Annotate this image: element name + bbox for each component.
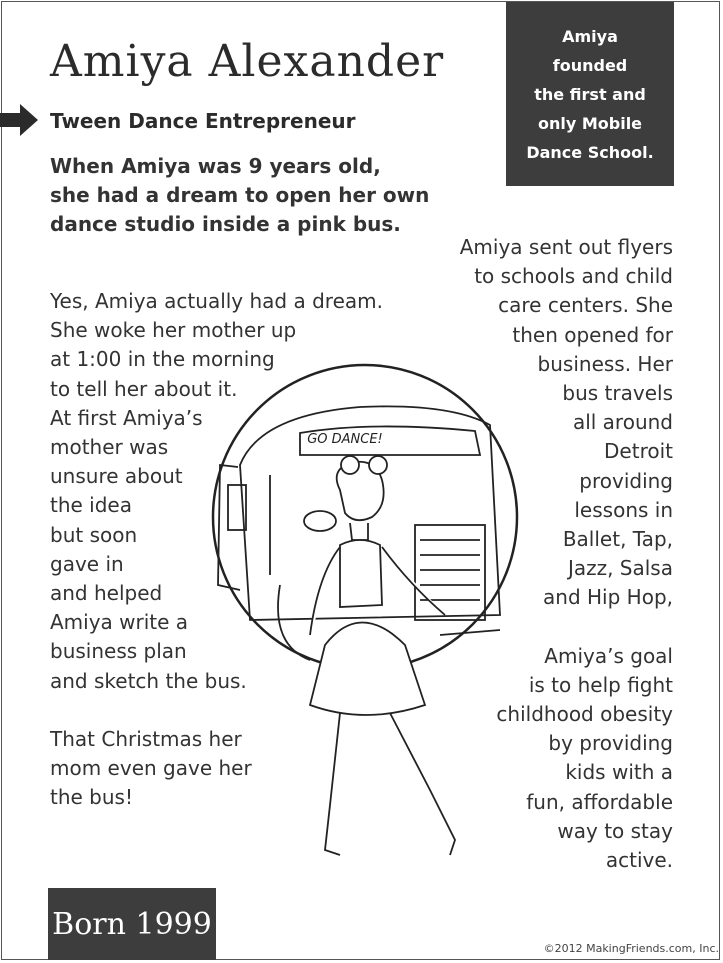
text-line: to schools and child — [474, 264, 673, 289]
fact-line: the first and — [534, 85, 646, 104]
intro-text — [50, 152, 450, 239]
text-line: lessons in — [574, 497, 673, 522]
text-line: and sketch the bus. — [50, 668, 247, 693]
text-line: providing — [579, 468, 673, 493]
text-line: childhood obesity — [496, 702, 673, 727]
fact-box — [506, 2, 674, 186]
page-title: Amiya Alexander — [50, 36, 445, 87]
text-line: kids with a — [565, 760, 673, 785]
text-line: all around — [572, 410, 673, 435]
text-line: Yes, Amiya actually had a dream. — [50, 289, 383, 313]
text-line: to tell her about it. — [50, 376, 238, 401]
text-line: Detroit — [604, 439, 673, 464]
text-line: Jazz, Salsa — [567, 556, 673, 581]
text-line: the bus! — [50, 785, 133, 810]
text-line: She woke her mother up — [50, 318, 297, 343]
text-line: the idea — [50, 493, 132, 518]
text-line: then opened for — [512, 322, 673, 347]
text-line: fun, affordable — [526, 789, 673, 814]
text-line: Ballet, Tap, — [562, 527, 673, 552]
text-line: Amiya write a — [50, 610, 189, 635]
text-line: by providing — [548, 731, 673, 756]
fact-line: Amiya — [562, 27, 618, 46]
fact-line: founded — [552, 56, 628, 75]
intro-line: dance studio inside a pink bus. — [50, 212, 401, 236]
text-line: mother was — [50, 435, 169, 460]
text-line: way to stay — [557, 818, 673, 843]
text-line: business. Her — [537, 351, 673, 376]
text-line: at 1:00 in the morning — [50, 347, 275, 372]
text-line: unsure about — [50, 464, 183, 489]
text-line: business plan — [50, 639, 187, 664]
text-line: care centers. She — [498, 293, 673, 318]
text-line: is to help fight — [528, 672, 673, 697]
intro-line: she had a dream to open her own — [50, 183, 430, 207]
text-line: but soon — [50, 522, 138, 547]
text-line: gave in — [50, 551, 124, 576]
page-subtitle: Tween Dance Entrepreneur — [50, 109, 356, 133]
copyright-text: ©2012 MakingFriends.com, Inc. — [543, 942, 719, 955]
fact-line: Dance School. — [526, 143, 654, 162]
dancer-bus-illustration — [200, 345, 530, 885]
text-line: and Hip Hop, — [543, 585, 673, 610]
text-line: active. — [605, 848, 673, 873]
text-line: Amiya sent out flyers — [459, 235, 673, 259]
text-line: At first Amiya’s — [50, 405, 203, 430]
born-badge: Born 1999 — [48, 888, 216, 960]
text-line: Amiya’s goal — [544, 643, 673, 668]
text-line: and helped — [50, 581, 163, 606]
bus-sign: GO DANCE! — [307, 432, 383, 447]
intro-line: When Amiya was 9 years old, — [50, 154, 381, 178]
text-line: mom even gave her — [50, 756, 252, 781]
fact-line: only Mobile — [537, 114, 643, 133]
arrow-right-icon — [0, 100, 40, 140]
text-line: bus travels — [562, 381, 673, 406]
text-line: That Christmas her — [50, 726, 242, 751]
